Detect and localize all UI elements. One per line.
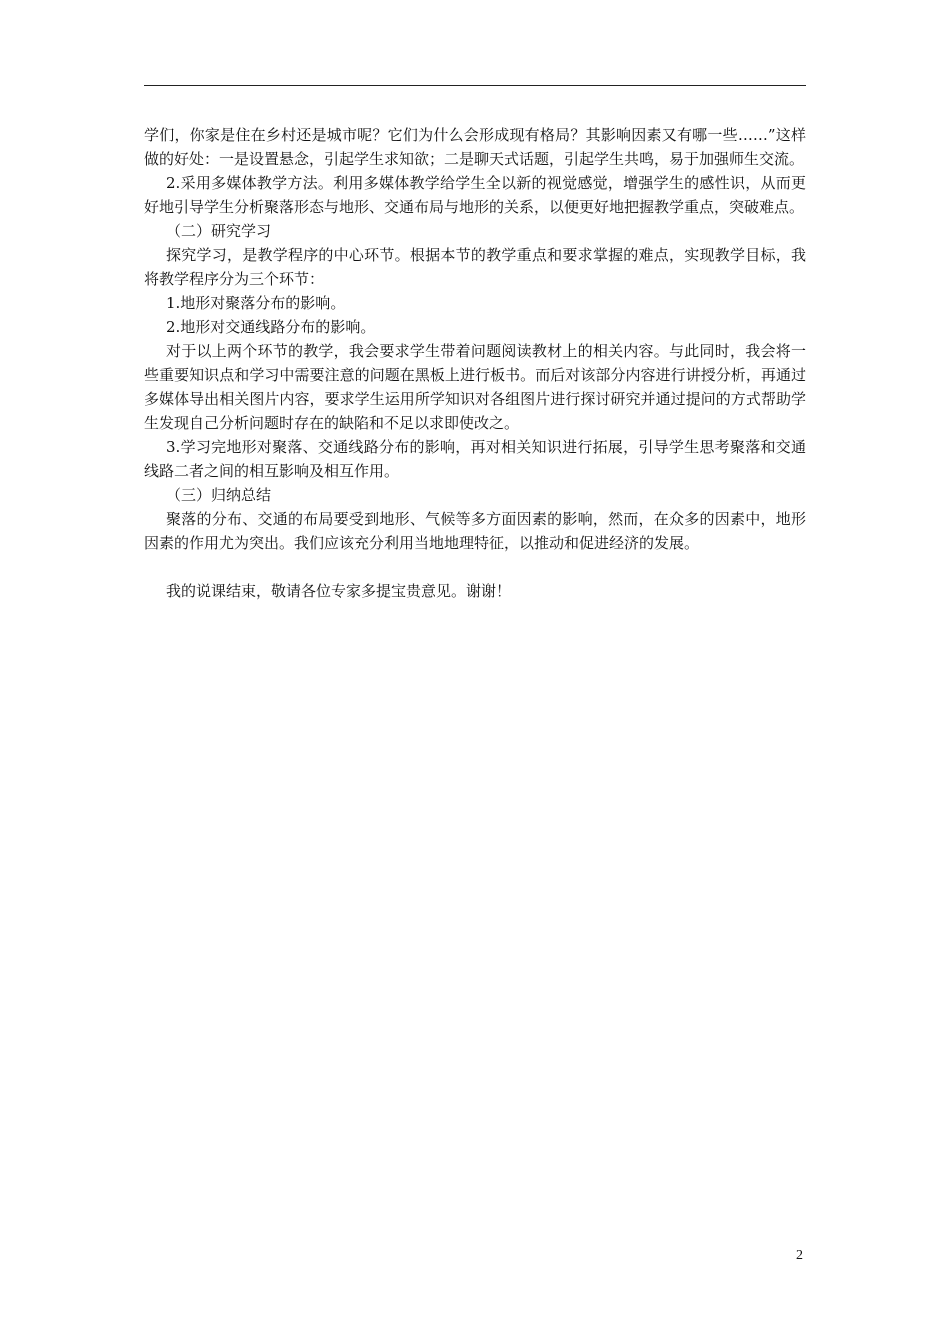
section-heading-summary: （三）归纳总结: [166, 486, 272, 504]
paragraph-gap: [144, 555, 806, 579]
section-heading-research: （二）研究学习: [166, 222, 272, 240]
paragraph-4: 探究学习，是教学程序的中心环节。根据本节的教学重点和要求掌握的难点，实现教学目标，我将教学程序分为三个环节：: [144, 246, 806, 288]
paragraph-8: 3.学习完地形对聚落、交通线路分布的影响，再对相关知识进行拓展，引导学生思考聚落和交通线路二者之间的相互影响及相互作用。: [144, 438, 806, 480]
list-item-2: 2.地形对交通线路分布的影响。: [166, 318, 376, 336]
closing-remark: 我的说课结束，敬请各位专家多提宝贵意见。谢谢！: [166, 582, 512, 600]
document-body: [144, 123, 806, 603]
paragraph-7: 对于以上两个环节的教学，我会要求学生带着问题阅读教材上的相关内容。与此同时，我会将一些重要知识点和学习中需要注意的问题在黑板上进行板书。而后对该部分内容进行讲授分析，再通过多媒体导出相关图片内容，要求学生运用所学知识对各组图片进行探讨研究并通过提问的方式帮助学生发现自己分析问题时存在的缺陷和不足以求即使改之。: [144, 342, 806, 432]
paragraph-1: 学们，你家是住在乡村还是城市呢？它们为什么会形成现有格局？其影响因素又有哪一些……”这样做的好处：一是设置悬念，引起学生求知欲；二是聊天式话题，引起学生共鸣，易于加强师生交流。: [144, 126, 806, 168]
paragraph-10: 聚落的分布、交通的布局要受到地形、气候等多方面因素的影响，然而，在众多的因素中，地形因素的作用尤为突出。我们应该充分利用当地地理特征，以推动和促进经济的发展。: [144, 510, 806, 552]
header-rule: [144, 85, 806, 86]
page-number: 2: [796, 1248, 803, 1263]
list-item-1: 1.地形对聚落分布的影响。: [166, 294, 346, 312]
paragraph-2: 2.采用多媒体教学方法。利用多媒体教学给学生全以新的视觉感觉，增强学生的感性识，从而更好地引导学生分析聚落形态与地形、交通布局与地形的关系，以便更好地把握教学重点，突破难点。: [144, 174, 806, 216]
